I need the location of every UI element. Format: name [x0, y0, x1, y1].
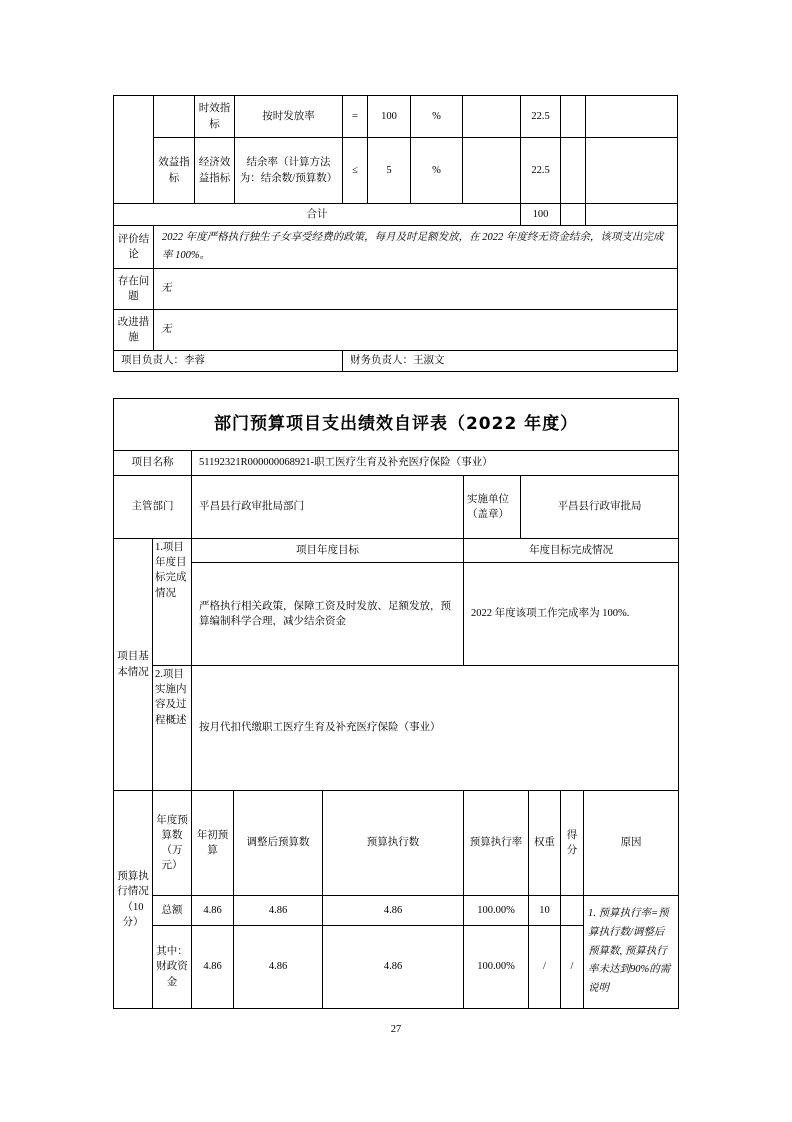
existing-problems-text: 无 — [154, 269, 678, 310]
executed-budget-value: 4.86 — [323, 926, 464, 1009]
execution-rate-value: 100.00% — [464, 896, 529, 926]
indicator-name-cell: 结余率（计算方法为：结余数/预算数） — [235, 138, 343, 204]
adjusted-budget-value: 4.86 — [234, 926, 323, 1009]
initial-budget-value: 4.86 — [192, 896, 234, 926]
improvement-measures-row — [114, 310, 678, 351]
annual-goal-header: 项目年度目标 — [192, 539, 464, 563]
timeliness-indicator-row — [114, 96, 678, 138]
empty-cell — [561, 96, 586, 138]
execution-rate-value: 100.00% — [464, 926, 529, 1009]
weight-value: / — [529, 926, 561, 1009]
empty-cell — [586, 138, 678, 204]
executed-budget-header: 预算执行数 — [323, 791, 464, 896]
evaluation-conclusion-text: 2022 年度严格执行独生子女享受经费的政策，每月及时足额发放，在 2022 年度终无资金结余，该项支出完成率 100%。 — [154, 226, 678, 269]
economic-benefit-indicator-label: 经济效益指标 — [195, 138, 235, 204]
target-value-cell: 5 — [368, 138, 411, 204]
indicator-name-cell: 按时发放率 — [235, 96, 343, 138]
empty-cell — [463, 96, 521, 138]
operator-cell: ≤ — [343, 138, 368, 204]
page-number: 27 — [390, 1024, 402, 1035]
existing-problems-row — [114, 269, 678, 310]
score-header: 得分 — [561, 791, 584, 896]
annual-goal-header-row — [114, 539, 679, 563]
budget-execution-label: 预算执行情况（10 分） — [114, 791, 153, 1009]
economic-benefit-indicator-row — [114, 138, 678, 204]
empty-cell — [561, 138, 586, 204]
weight-header: 权重 — [529, 791, 561, 896]
score-value — [561, 896, 584, 926]
responsible-persons-row — [114, 351, 678, 372]
reason-note: 1. 预算执行率=预算执行数/调整后预算数, 预算执行率未达到90%的需说明 — [584, 896, 679, 1009]
empty-cell — [586, 96, 678, 138]
fiscal-funds-label: 其中：财政资金 — [153, 926, 192, 1009]
empty-cell — [586, 204, 678, 226]
goal-completion-text: 2022 年度该项工作完成率为 100%. — [464, 563, 679, 666]
weight-value: 10 — [529, 896, 561, 926]
empty-cell — [154, 96, 195, 138]
project-name-row — [114, 451, 679, 476]
project-name-value: 51192321R000000068921-职工医疗生育及补充医疗保险（事业） — [192, 451, 679, 476]
annual-budget-header: 年度预算数（万元） — [153, 791, 192, 896]
score-value: / — [561, 926, 584, 1009]
total-label: 合计 — [114, 204, 521, 226]
implementing-unit-label: 实施单位（盖章） — [464, 476, 521, 539]
department-label: 主管部门 — [114, 476, 192, 539]
evaluation-conclusion-label: 评价结论 — [114, 226, 154, 269]
total-label: 总额 — [153, 896, 192, 926]
target-value-cell: 100 — [368, 96, 411, 138]
execution-rate-header: 预算执行率 — [464, 791, 529, 896]
self-evaluation-table-2022 — [113, 398, 679, 1009]
project-manager-cell: 项目负责人：李蓉 — [114, 351, 343, 372]
total-score-cell: 100 — [521, 204, 561, 226]
operator-cell: = — [343, 96, 368, 138]
empty-cell — [561, 204, 586, 226]
department-value: 平昌县行政审批局部门 — [192, 476, 464, 539]
goal-completion-header: 年度目标完成情况 — [464, 539, 679, 563]
finance-manager-cell: 财务负责人：王淑文 — [343, 351, 678, 372]
annual-goal-content-row — [114, 563, 679, 666]
existing-problems-label: 存在问题 — [114, 269, 154, 310]
initial-budget-value: 4.86 — [192, 926, 234, 1009]
timeliness-indicator-label: 时效指标 — [195, 96, 235, 138]
improvement-measures-text: 无 — [154, 310, 678, 351]
department-row — [114, 476, 679, 539]
initial-budget-header: 年初预算 — [192, 791, 234, 896]
score-cell: 22.5 — [521, 138, 561, 204]
budget-header-row — [114, 791, 679, 896]
adjusted-budget-value: 4.86 — [234, 896, 323, 926]
unit-cell: % — [411, 96, 463, 138]
project-basic-info-label: 项目基本情况 — [114, 539, 153, 791]
table-title: 部门预算项目支出绩效自评表（2022 年度） — [114, 399, 679, 451]
implementation-overview-row — [114, 666, 679, 791]
table-title-row — [114, 399, 679, 451]
total-row — [114, 204, 678, 226]
implementation-text: 按月代扣代缴职工医疗生育及补充医疗保险（事业） — [192, 666, 679, 791]
implementation-section-label: 2.项目实施内容及过程概述 — [153, 666, 192, 791]
unit-cell: % — [411, 138, 463, 204]
score-cell: 22.5 — [521, 96, 561, 138]
empty-cell — [463, 138, 521, 204]
adjusted-budget-header: 调整后预算数 — [234, 791, 323, 896]
project-name-label: 项目名称 — [114, 451, 192, 476]
reason-header: 原因 — [584, 791, 679, 896]
evaluation-conclusion-row — [114, 226, 678, 269]
budget-total-row — [114, 896, 679, 926]
annual-goal-text: 严格执行相关政策，保障工资及时发放、足额发放，预算编制科学合理，减少结余资金 — [192, 563, 464, 666]
performance-table-continued — [113, 95, 678, 372]
annual-goal-section-label: 1.项目年度目标完成情况 — [153, 539, 192, 666]
executed-budget-value: 4.86 — [323, 896, 464, 926]
improvement-measures-label: 改进措施 — [114, 310, 154, 351]
implementing-unit-value: 平昌县行政审批局 — [521, 476, 679, 539]
merged-empty-cell — [114, 96, 154, 204]
benefit-indicator-label: 效益指标 — [154, 138, 195, 204]
